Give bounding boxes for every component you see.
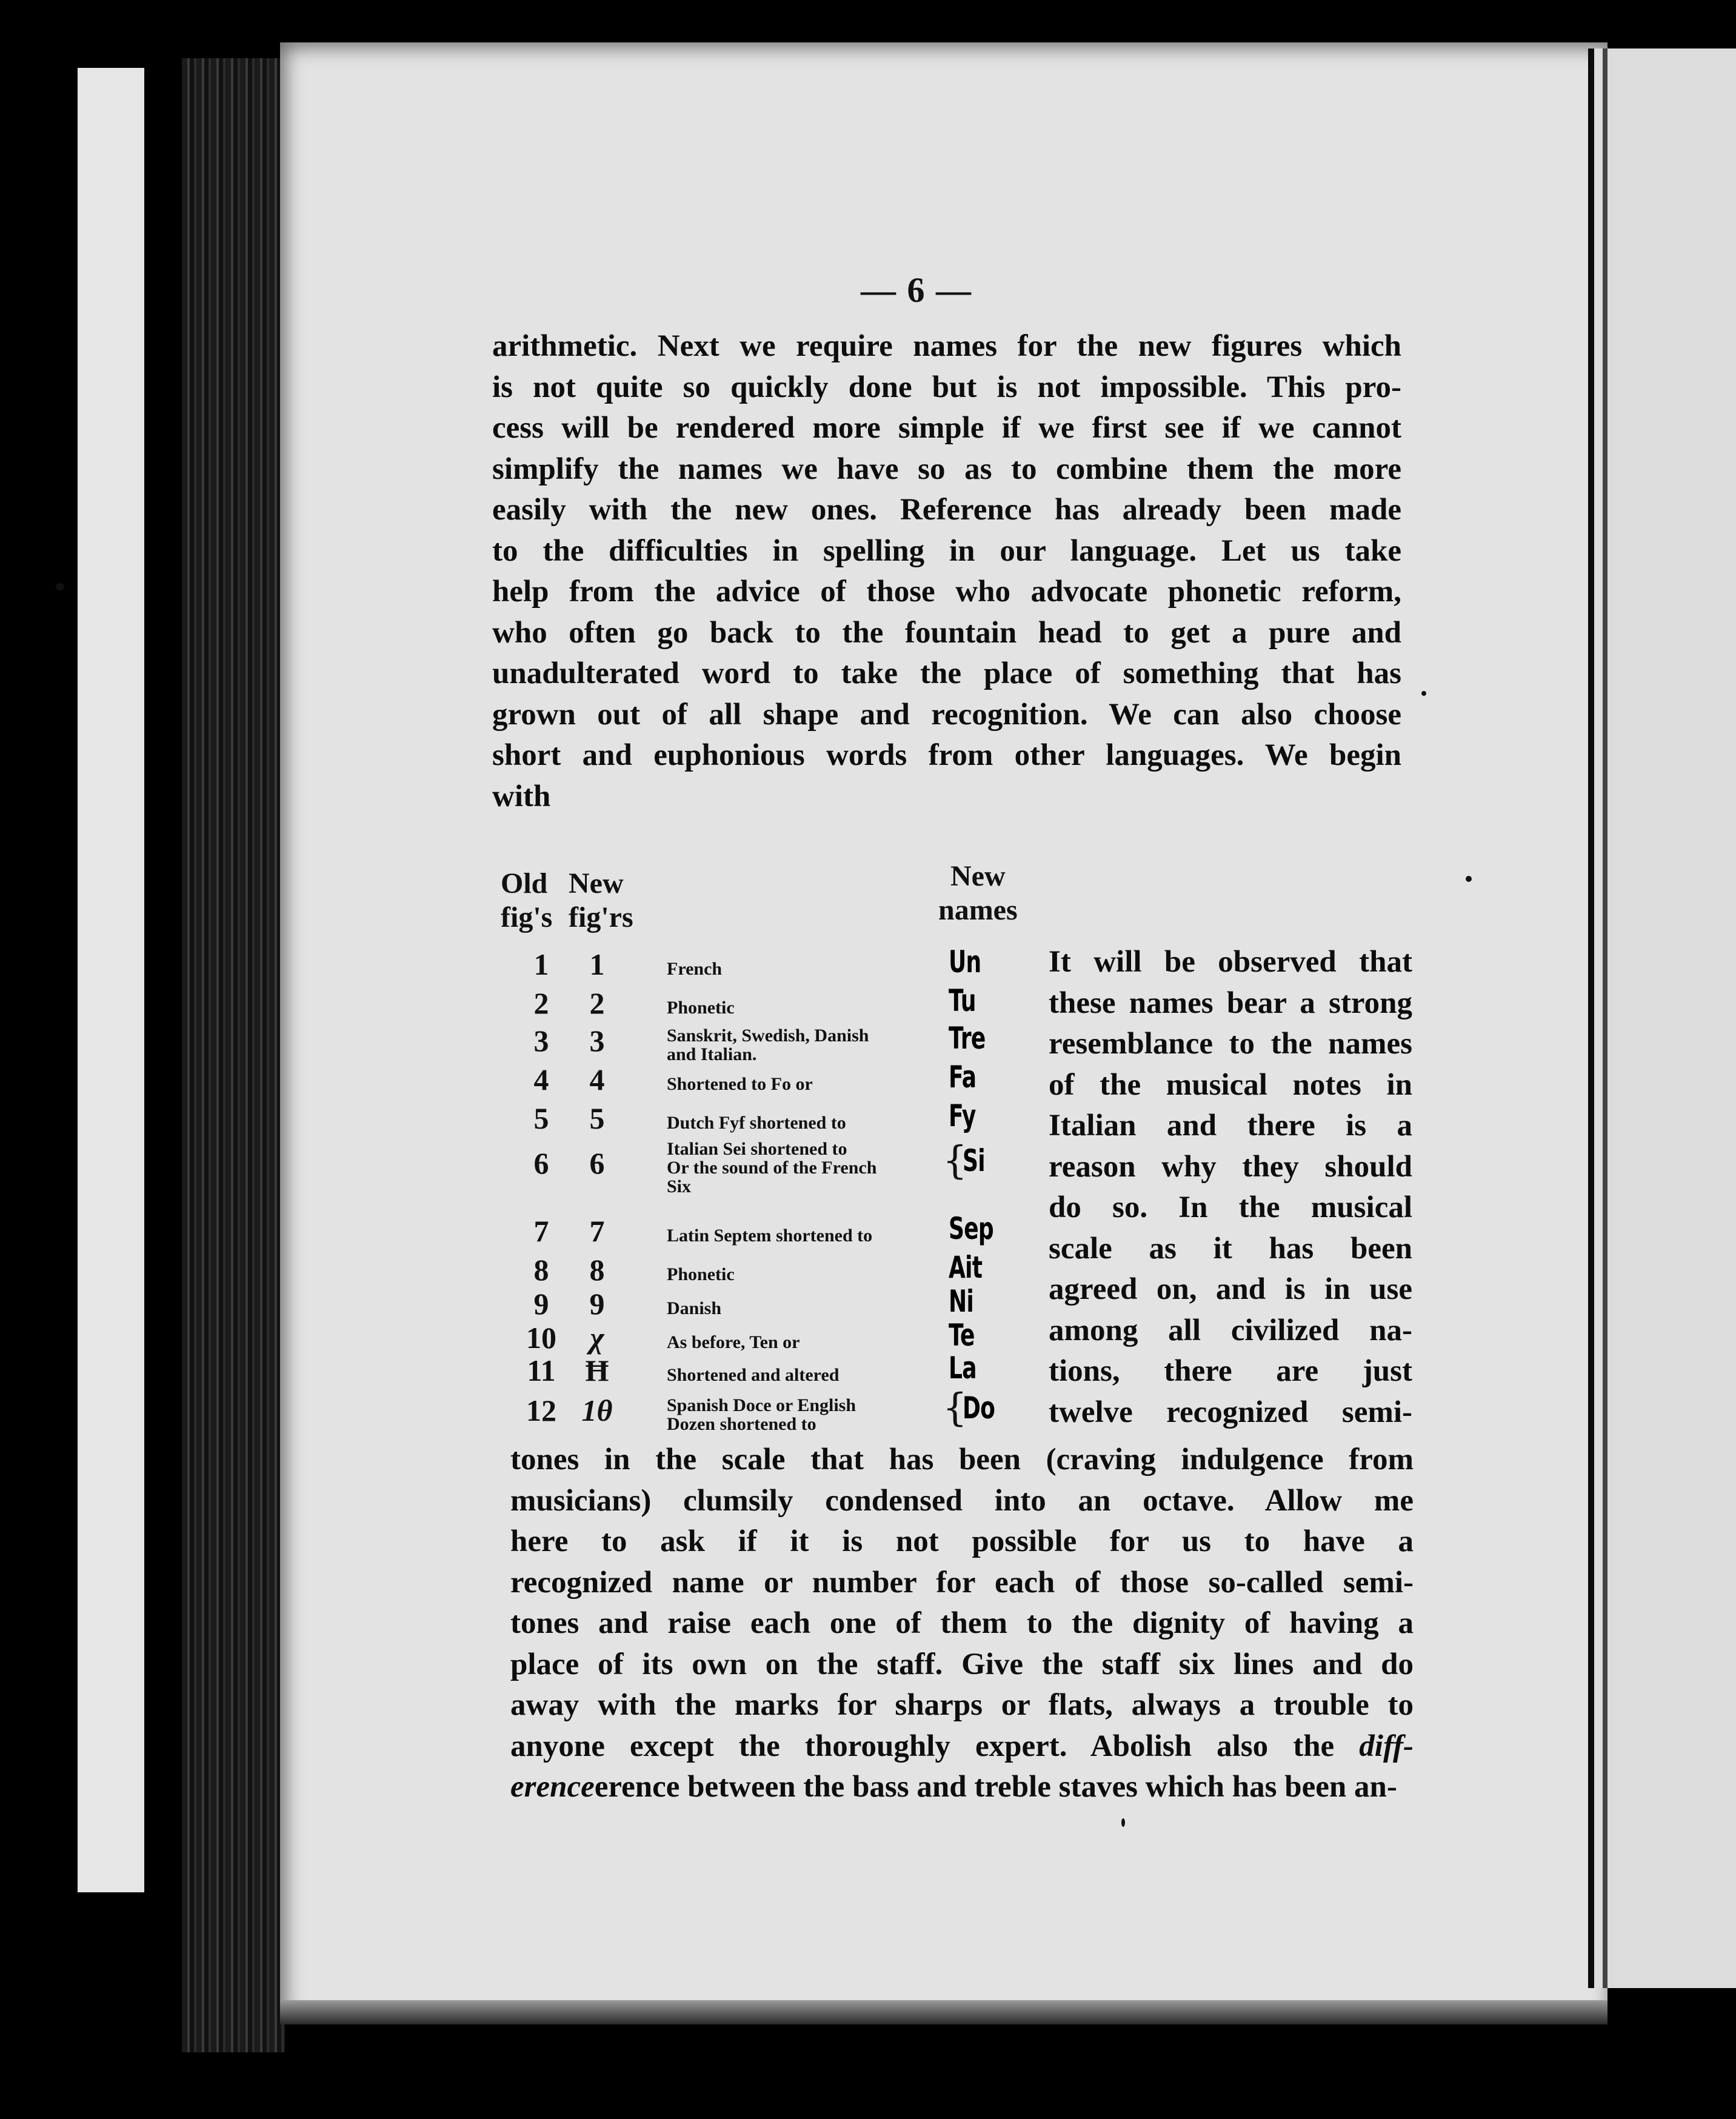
new-figure: χ xyxy=(590,1321,604,1355)
text-line: agreed on, and is in use xyxy=(1049,1272,1412,1306)
header-line: New xyxy=(569,867,624,899)
header-new-figures xyxy=(569,867,633,935)
old-figure: 3 xyxy=(533,1024,549,1058)
new-name: Tre xyxy=(949,1021,986,1056)
new-name: Ait xyxy=(949,1250,983,1285)
description-line: Sanskrit, Swedish, Danish xyxy=(667,1026,869,1046)
header-line: fig'rs xyxy=(569,901,633,933)
header-line: Old xyxy=(501,867,548,899)
new-name: Fa xyxy=(949,1060,977,1095)
side-paragraph xyxy=(1049,942,1412,1433)
text-line: recognized name or number for each of those so-called semi- xyxy=(510,1565,1414,1600)
header-new-names xyxy=(938,859,1018,927)
new-figure: 9 xyxy=(589,1287,605,1321)
scan-speck xyxy=(1121,1818,1125,1827)
description-line: Dutch Fyf shortened to xyxy=(667,1112,846,1133)
origin-description xyxy=(667,1265,735,1284)
text-line: It will be observed that xyxy=(1049,945,1412,979)
text-line: tones and raise each one of them to the dignity of having a xyxy=(510,1606,1414,1640)
description-line: Shortened to Fo or xyxy=(667,1073,813,1094)
header-line: names xyxy=(938,894,1018,926)
old-figure: 7 xyxy=(533,1214,549,1248)
old-figure: 4 xyxy=(533,1063,549,1096)
italic-word: erence xyxy=(510,1770,595,1804)
new-name: Tu xyxy=(949,983,976,1018)
new-figure: 1θ xyxy=(581,1393,613,1427)
description-line: and Italian. xyxy=(667,1044,757,1064)
old-figure: 12 xyxy=(526,1393,556,1427)
new-name: Ni xyxy=(949,1284,974,1319)
text-line: cess will be rendered more simple if we first see if we cannot xyxy=(492,411,1401,445)
text-line: Italian and there is a xyxy=(1049,1109,1412,1143)
old-figure: 5 xyxy=(533,1101,549,1135)
description-line: Danish xyxy=(667,1298,722,1318)
text-line: to the difficulties in spelling in our language. Let us take xyxy=(492,533,1401,568)
text-line: tones in the scale that has been (craving indulgence from xyxy=(510,1443,1414,1477)
text-line: with xyxy=(492,779,551,813)
description-line: French xyxy=(667,958,723,979)
paragraph-intro xyxy=(492,326,1401,817)
text-line: place of its own on the staff. Give the staff six lines and do xyxy=(510,1647,1414,1681)
description-line: Phonetic xyxy=(667,997,735,1018)
new-name: Do xyxy=(963,1390,995,1426)
paragraph-continuation xyxy=(510,1440,1414,1808)
text-line: help from the advice of those who advocate phonetic reform, xyxy=(492,575,1401,609)
origin-description xyxy=(667,1140,876,1196)
header-old-figures xyxy=(501,867,552,935)
header-line: New xyxy=(950,860,1006,892)
new-name: Te xyxy=(949,1318,975,1353)
text-line: simplify the names we have so as to combine them the more xyxy=(492,452,1401,486)
text-line: unadulterated word to take the place of something that has xyxy=(492,656,1401,690)
description-line: Or the sound of the French xyxy=(667,1157,877,1178)
description-line: Latin Septem shortened to xyxy=(667,1225,873,1246)
text-line: resemblance to the names xyxy=(1049,1027,1412,1061)
old-figure: 8 xyxy=(533,1253,549,1287)
brace-icon: { xyxy=(943,1138,967,1183)
new-figure: 1 xyxy=(589,947,605,981)
origin-description xyxy=(667,1075,813,1093)
text-line: do so. In the musical xyxy=(1049,1190,1412,1224)
old-figure: 11 xyxy=(527,1353,556,1387)
text-line: who often go back to the fountain head to get a pure and xyxy=(492,615,1401,650)
origin-description xyxy=(667,959,722,978)
description-line: As before, Ten or xyxy=(667,1332,800,1352)
page-bottom-shadow xyxy=(280,2000,1607,2024)
new-name: Un xyxy=(949,944,981,979)
text-line-mixed xyxy=(510,1767,1414,1808)
text-line: of the musical notes in xyxy=(1049,1067,1412,1102)
scan-margin-left xyxy=(78,68,144,1892)
text-line: grown out of all shape and recognition. We can also choose xyxy=(492,697,1401,732)
new-name: Fy xyxy=(949,1098,976,1133)
text-line: scale as it has been xyxy=(1049,1231,1412,1266)
scan-speck xyxy=(1466,876,1472,882)
text-line: is not quite so quickly done but is not impossible. This pro- xyxy=(492,370,1401,404)
text-line: these names bear a strong xyxy=(1049,986,1412,1020)
text-line: easily with the new ones. Reference has already been made xyxy=(492,493,1401,527)
origin-description xyxy=(667,1026,869,1064)
old-figure: 10 xyxy=(526,1321,556,1355)
text-segment: erence between the bass and treble staves which has been an- xyxy=(594,1770,1397,1804)
old-figure: 2 xyxy=(533,986,549,1020)
text-segment: anyone except the thoroughly expert. Abolish also the xyxy=(510,1729,1360,1763)
old-figure: 9 xyxy=(533,1287,549,1321)
header-line: fig's xyxy=(501,901,553,933)
text-line: away with the marks for sharps or flats, always a trouble to xyxy=(510,1688,1414,1722)
text-line: short and euphonious words from other languages. We begin xyxy=(492,738,1401,772)
text-line: reason why they should xyxy=(1049,1149,1412,1184)
page-number: — 6 — xyxy=(861,270,972,310)
italic-word: diff- xyxy=(1359,1729,1414,1763)
description-line: Spanish Doce or English xyxy=(667,1395,856,1415)
text-line: musicians) clumsily condensed into an octave. Allow me xyxy=(510,1483,1414,1518)
new-figure: 7 xyxy=(589,1214,605,1248)
new-figure: 8 xyxy=(589,1253,605,1287)
text-line: twelve recognized semi- xyxy=(1049,1395,1412,1429)
text-line: here to ask if it is not possible for us to have a xyxy=(510,1524,1414,1558)
text-line-mixed xyxy=(510,1726,1414,1767)
new-figure: 5 xyxy=(589,1101,605,1135)
next-page-edge xyxy=(1588,48,1736,1988)
text-line: arithmetic. Next we require names for the new figures which xyxy=(492,329,1401,363)
new-figure: 3 xyxy=(589,1024,605,1058)
scan-speck xyxy=(1421,691,1426,696)
text-line: tions, there are just xyxy=(1049,1354,1412,1388)
new-name: Si xyxy=(963,1143,985,1178)
description-line: Six xyxy=(667,1176,692,1196)
text-line: among all civilized na- xyxy=(1049,1313,1412,1347)
origin-description xyxy=(667,1113,846,1132)
scan-speck xyxy=(56,583,64,590)
origin-description xyxy=(667,1366,839,1384)
new-figure: 6 xyxy=(589,1146,605,1180)
origin-description xyxy=(667,1226,872,1245)
book-page-edges xyxy=(182,58,285,2052)
description-line: Shortened and altered xyxy=(667,1364,840,1385)
old-figure: 6 xyxy=(533,1146,549,1180)
origin-description xyxy=(667,998,735,1017)
brace-icon: { xyxy=(943,1386,967,1430)
new-figure: 2 xyxy=(589,986,605,1020)
origin-description xyxy=(667,1333,800,1352)
old-figure: 1 xyxy=(533,947,549,981)
new-name: Sep xyxy=(949,1211,993,1246)
new-figure: Ħ xyxy=(585,1353,609,1387)
description-line: Italian Sei shortened to xyxy=(667,1138,847,1159)
origin-description xyxy=(667,1299,721,1318)
new-figure: 4 xyxy=(589,1063,605,1096)
origin-description xyxy=(667,1396,856,1433)
description-line: Dozen shortened to xyxy=(667,1414,816,1434)
description-line: Phonetic xyxy=(667,1264,735,1284)
new-name: La xyxy=(949,1350,977,1386)
